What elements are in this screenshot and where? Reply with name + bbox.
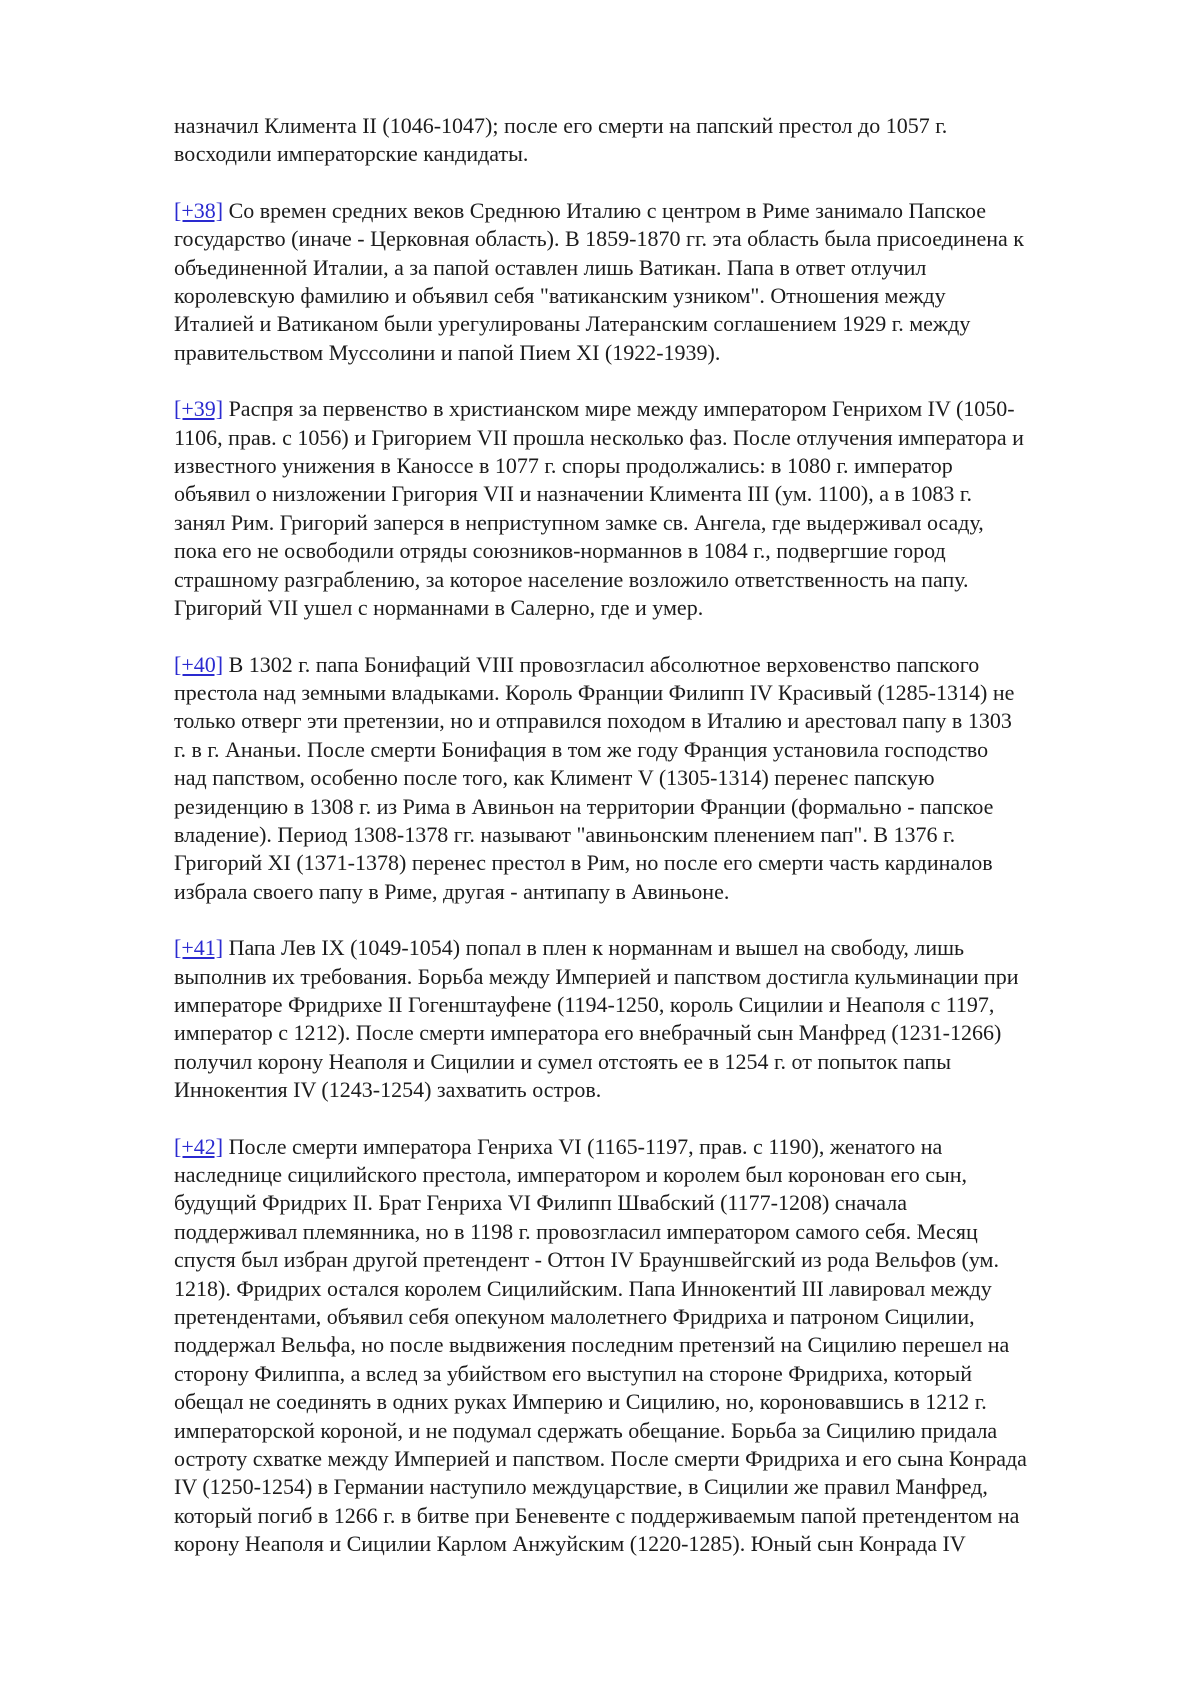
- document-page: [174, 112, 1134, 1587]
- text-line: 1218). Фридрих остался королем Сицилийским. Папа Иннокентий III лавировал между: [174, 1275, 1134, 1303]
- text-line: престола над земными владыками. Король Франции Филипп IV Красивый (1285-1314) не: [174, 679, 1134, 707]
- text-line: занял Рим. Григорий заперся в неприступном замке св. Ангела, где выдерживал осаду,: [174, 509, 1134, 537]
- text-line: восходили императорские кандидаты.: [174, 140, 1134, 168]
- text-line: Распря за первенство в христианском мире между императором Генрихом IV (1050-: [223, 396, 1015, 421]
- text-line: известного унижения в Каноссе в 1077 г. споры продолжались: в 1080 г. император: [174, 452, 1134, 480]
- text-line: наследнице сицилийского престола, императором и королем был коронован его сын,: [174, 1161, 1134, 1189]
- footnote-38: [174, 197, 1134, 367]
- text-line: королевскую фамилию и объявил себя "ватиканским узником". Отношения между: [174, 282, 1134, 310]
- text-line: объявил о низложении Григория VII и назначении Климента III (ум. 1100), а в 1083 г.: [174, 480, 1134, 508]
- text-line: правительством Муссолини и папой Пием XI (1922-1939).: [174, 339, 1134, 367]
- text-line: В 1302 г. папа Бонифаций VIII провозгласил абсолютное верховенство папского: [223, 652, 979, 677]
- footnote-link-42[interactable]: [+42]: [174, 1134, 223, 1159]
- text-line: над папством, особенно после того, как Климент V (1305-1314) перенес папскую: [174, 764, 1134, 792]
- text-line: резиденцию в 1308 г. из Рима в Авиньон на территории Франции (формально - папское: [174, 793, 1134, 821]
- text-line: государство (иначе - Церковная область). В 1859-1870 гг. эта область была присоединена к: [174, 225, 1134, 253]
- text-line: После смерти императора Генриха VI (1165-1197, прав. с 1190), женатого на: [223, 1134, 942, 1159]
- text-line: императоре Фридрихе II Гогенштауфене (1194-1250, король Сицилии и Неаполя с 1197,: [174, 991, 1134, 1019]
- text-line: император с 1212). После смерти императора его внебрачный сын Манфред (1231-1266): [174, 1019, 1134, 1047]
- text-line: 1106, прав. с 1056) и Григорием VII прошла несколько фаз. После отлучения императора и: [174, 424, 1134, 452]
- text-line: объединенной Италии, а за папой оставлен лишь Ватикан. Папа в ответ отлучил: [174, 254, 1134, 282]
- footnote-41: [174, 934, 1134, 1104]
- text-line: Иннокентия IV (1243-1254) захватить остров.: [174, 1076, 1134, 1104]
- text-line: Со времен средних веков Среднюю Италию с центром в Риме занимало Папское: [223, 198, 986, 223]
- footnote-link-39[interactable]: [+39]: [174, 396, 223, 421]
- text-line: получил корону Неаполя и Сицилии и сумел отстоять ее в 1254 г. от попыток папы: [174, 1048, 1134, 1076]
- text-line: будущий Фридрих II. Брат Генриха VI Филипп Швабский (1177-1208) сначала: [174, 1189, 1134, 1217]
- text-line: только отверг эти претензии, но и отправился походом в Италию и арестовал папу в 1303: [174, 707, 1134, 735]
- text-line: который погиб в 1266 г. в битве при Беневенте с поддерживаемым папой претендентом на: [174, 1502, 1134, 1530]
- text-line: выполнив их требования. Борьба между Империей и папством достигла кульминации при: [174, 963, 1134, 991]
- text-line: Италией и Ватиканом были урегулированы Латеранским соглашением 1929 г. между: [174, 310, 1134, 338]
- text-line: Папа Лев IX (1049-1054) попал в плен к норманнам и вышел на свободу, лишь: [223, 935, 964, 960]
- text-line: поддержал Вельфа, но после выдвижения последним претензий на Сицилию перешел на: [174, 1331, 1134, 1359]
- footnote-40: [174, 651, 1134, 907]
- text-line: назначил Климента II (1046-1047); после его смерти на папский престол до 1057 г.: [174, 112, 1134, 140]
- text-line: корону Неаполя и Сицилии Карлом Анжуйским (1220-1285). Юный сын Конрада IV: [174, 1530, 1134, 1558]
- text-line: избрала своего папу в Риме, другая - антипапу в Авиньоне.: [174, 878, 1134, 906]
- footnote-link-41[interactable]: [+41]: [174, 935, 223, 960]
- text-line: остроту схватке между Империей и папством. После смерти Фридриха и его сына Конрада: [174, 1445, 1134, 1473]
- text-line: сторону Филиппа, а вслед за убийством его выступил на стороне Фридриха, который: [174, 1360, 1134, 1388]
- text-line: спустя был избран другой претендент - Оттон IV Брауншвейгский из рода Вельфов (ум.: [174, 1246, 1134, 1274]
- footnote-link-40[interactable]: [+40]: [174, 652, 223, 677]
- text-line: претендентами, объявил себя опекуном малолетнего Фридриха и патроном Сицилии,: [174, 1303, 1134, 1331]
- text-line: страшному разграблению, за которое население возложило ответственность на папу.: [174, 566, 1134, 594]
- text-line: пока его не освободили отряды союзников-норманнов в 1084 г., подвергшие город: [174, 537, 1134, 565]
- text-line: Григорий VII ушел с норманнами в Салерно, где и умер.: [174, 594, 1134, 622]
- text-line: обещал не соединять в одних руках Империю и Сицилию, но, короновавшись в 1212 г.: [174, 1388, 1134, 1416]
- paragraph-intro: [174, 112, 1134, 169]
- text-line: императорской короной, и не подумал сдержать обещание. Борьба за Сицилию придала: [174, 1417, 1134, 1445]
- text-line: г. в г. Ананьи. После смерти Бонифация в том же году Франция установила господство: [174, 736, 1134, 764]
- text-line: IV (1250-1254) в Германии наступило междуцарствие, в Сицилии же правил Манфред,: [174, 1473, 1134, 1501]
- text-line: владение). Период 1308-1378 гг. называют "авиньонским пленением пап". В 1376 г.: [174, 821, 1134, 849]
- text-line: поддерживал племянника, но в 1198 г. провозгласил императором самого себя. Месяц: [174, 1218, 1134, 1246]
- footnote-42: [174, 1133, 1134, 1559]
- footnote-link-38[interactable]: [+38]: [174, 198, 223, 223]
- footnote-39: [174, 395, 1134, 622]
- text-line: Григорий XI (1371-1378) перенес престол в Рим, но после его смерти часть кардиналов: [174, 849, 1134, 877]
